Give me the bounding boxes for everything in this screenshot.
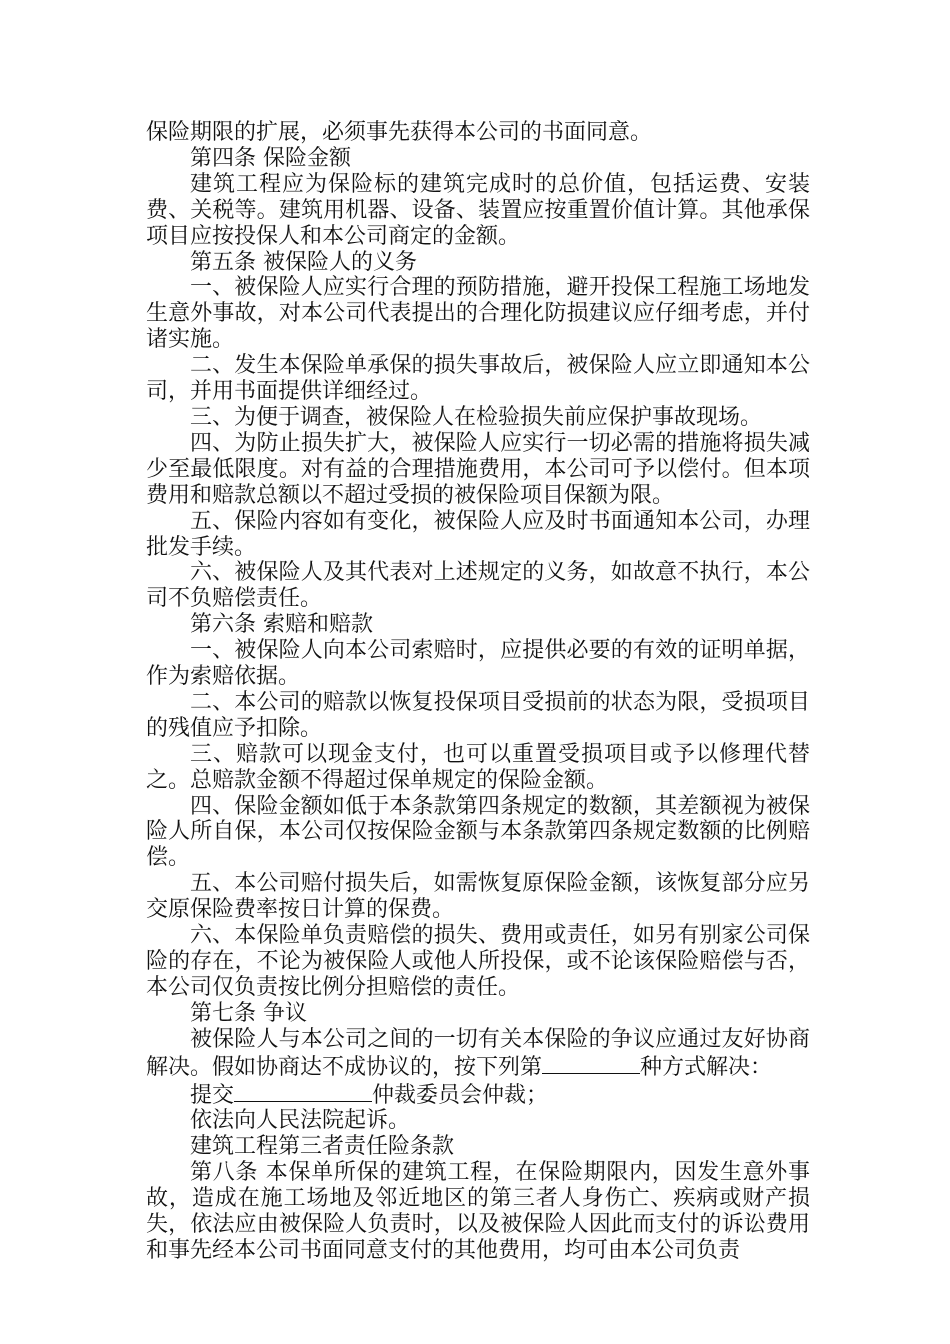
- dispute-text-after: 种方式解决：: [640, 1054, 773, 1080]
- dispute-text-before: 被保险人与本公司之间的一切有关本保险的争议应通过友好协商解决。假如协商达不成协议的，按下列第: [146, 1026, 810, 1080]
- paragraph: 三、为便于调查，被保险人在检验损失前应保护事故现场。: [190, 404, 763, 430]
- paragraph: 五、保险内容如有变化，被保险人应及时书面通知本公司，办理批发手续。: [146, 508, 810, 560]
- paragraph: 六、被保险人及其代表对上述规定的义务，如故意不执行，本公司不负赔偿责任。: [146, 560, 810, 612]
- paragraph: 三、赔款可以现金支付，也可以重置受损项目或予以修理代替之。总赔款金额不得超过保单规定的保险金额。: [146, 741, 810, 793]
- article-heading: 第七条 争议: [190, 1000, 307, 1026]
- paragraph: 四、为防止损失扩大，被保险人应实行一切必需的措施将损失减少至最低限度。对有益的合理措施费用，本公司可予以偿付。但本项费用和赔款总额以不超过受损的被保险项目保额为限。: [146, 430, 810, 508]
- article-heading: 第六条 索赔和赔款: [190, 612, 373, 638]
- document-body: [146, 120, 810, 1264]
- arbitration-paragraph: [146, 1081, 810, 1109]
- fill-in-blank: [234, 1081, 372, 1102]
- fill-in-blank: [542, 1053, 640, 1074]
- article-heading: 第四条 保险金额: [190, 145, 351, 171]
- paragraph: 四、保险金额如低于本条款第四条规定的数额，其差额视为被保险人所自保，本公司仅按保险金额与本条款第四条规定数额的比例赔偿。: [146, 793, 810, 871]
- paragraph: 建筑工程应为保险标的建筑完成时的总价值，包括运费、安装费、关税等。建筑用机器、设备、装置应按重置价值计算。其他承保项目应按投保人和本公司商定的金额。: [146, 171, 810, 249]
- paragraph: 六、本保险单负责赔偿的损失、费用或责任，如另有别家公司保险的存在，不论为被保险人或他人所投保，或不论该保险赔偿与否，本公司仅负责按比例分担赔偿的责任。: [146, 923, 810, 1000]
- arbitration-text-after: 仲裁委员会仲裁；: [372, 1082, 549, 1108]
- paragraph: 一、被保险人应实行合理的预防措施，避开投保工程施工场地发生意外事故，对本公司代表提出的合理化防损建议应仔细考虑，并付诸实施。: [146, 275, 810, 353]
- paragraph: 一、被保险人向本公司索赔时，应提供必要的有效的证明单据，作为索赔依据。: [146, 638, 810, 690]
- paragraph: 五、本公司赔付损失后，如需恢复原保险金额，该恢复部分应另交原保险费率按日计算的保费。: [146, 871, 810, 923]
- paragraph: 保险期限的扩展，必须事先获得本公司的书面同意。: [146, 120, 653, 145]
- paragraph: 二、本公司的赔款以恢复投保项目受损前的状态为限，受损项目的残值应予扣除。: [146, 689, 810, 741]
- paragraph: 二、发生本保险单承保的损失事故后，被保险人应立即通知本公司，并用书面提供详细经过。: [146, 353, 810, 405]
- paragraph: 第八条 本保单所保的建筑工程，在保险期限内，因发生意外事故，造成在施工场地及邻近地区的第三者人身伤亡、疾病或财产损失，依法应由被保险人负责时，以及被保险人因此而支付的诉讼费用和事先经本公司书面同意支付的其他费用，均可由本公司负责: [146, 1160, 810, 1263]
- paragraph: 依法向人民法院起诉。: [190, 1108, 411, 1134]
- section-heading: 建筑工程第三者责任险条款: [190, 1134, 455, 1160]
- article-heading: 第五条 被保险人的义务: [190, 249, 417, 275]
- arbitration-text-before: 提交: [190, 1082, 235, 1108]
- dispute-paragraph: [146, 1027, 810, 1081]
